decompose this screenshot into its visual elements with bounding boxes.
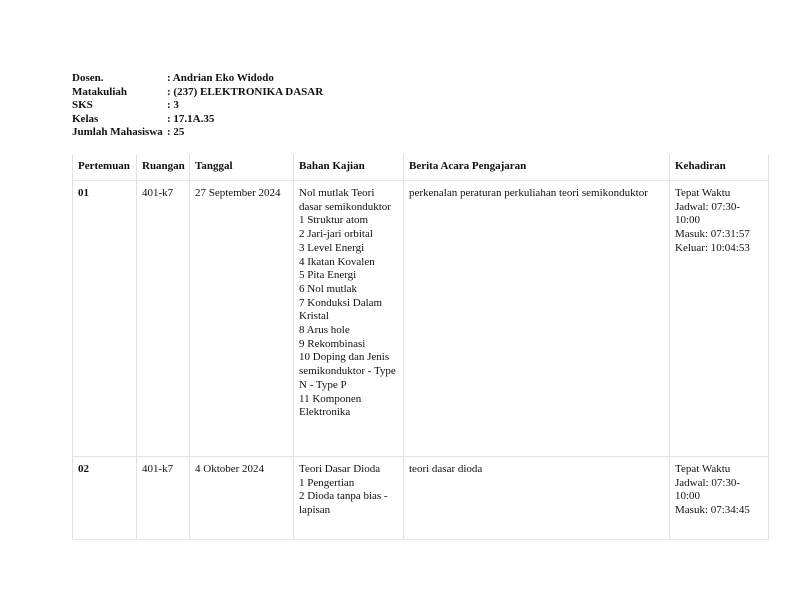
topic-line: 6 Nol mutlak xyxy=(299,282,358,295)
topic-line: 11 Komponen Elektronika xyxy=(299,392,362,419)
topic-line: 9 Rekombinasi xyxy=(299,337,366,350)
column-header-bahan-kajian: Bahan Kajian xyxy=(294,154,404,181)
column-header-berita-acara: Berita Acara Pengajaran xyxy=(404,154,670,181)
class-row xyxy=(72,113,323,127)
attendance-check-in: Masuk: 07:34:45 xyxy=(675,504,750,517)
topic-line: 2 Jari-jari orbital xyxy=(299,228,373,241)
column-header-kehadiran: Kehadiran xyxy=(670,154,769,181)
meeting-number: 02 xyxy=(73,457,137,540)
column-header-tanggal: Tanggal xyxy=(190,154,294,181)
course-info-header xyxy=(72,72,323,140)
date-cell: 4 Oktober 2024 xyxy=(190,457,294,540)
topic-line: 10 Doping dan Jenis semikonduktor - Type N - Type P xyxy=(299,351,396,391)
topic-line: 4 Ikatan Kovalen xyxy=(299,255,375,268)
topic-line: 3 Level Energi xyxy=(299,241,365,254)
meeting-number: 01 xyxy=(73,181,137,457)
lecturer-row xyxy=(72,72,323,86)
topic-line: Nol mutlak Teori dasar semikonduktor 1 Struktur atom xyxy=(299,187,391,227)
lecturer-value: : Andrian Eko Widodo xyxy=(167,72,274,84)
topic-cell xyxy=(294,457,404,540)
topic-cell xyxy=(294,181,404,457)
attendance-cell xyxy=(670,457,769,540)
column-header-pertemuan: Pertemuan xyxy=(73,154,137,181)
credits-label: SKS xyxy=(72,99,93,112)
topic-line: Teori Dasar Dioda xyxy=(299,463,381,475)
column-header-ruangan: Ruangan xyxy=(137,154,190,181)
attendance-status: Tepat Waktu xyxy=(675,463,731,475)
topic-line: 7 Konduksi Dalam Kristal xyxy=(299,296,383,323)
room-cell: 401-k7 xyxy=(137,181,190,457)
student-count-label: Jumlah Mahasiswa xyxy=(72,126,163,139)
topic-line: 5 Pita Energi xyxy=(299,269,357,282)
course-row xyxy=(72,86,323,100)
table-row xyxy=(73,181,769,457)
table-header-row xyxy=(73,154,769,181)
attendance-cell xyxy=(670,181,769,457)
attendance-schedule: Jadwal: 07:30-10:00 xyxy=(675,476,741,503)
attendance-check-in: Masuk: 07:31:57 xyxy=(675,228,750,241)
room-cell: 401-k7 xyxy=(137,457,190,540)
table-row xyxy=(73,457,769,540)
class-label: Kelas xyxy=(72,112,99,125)
topic-line: 1 Pengertian xyxy=(299,476,355,489)
credits-value: : 3 xyxy=(167,99,179,112)
date-cell: 27 September 2024 xyxy=(190,181,294,457)
attendance-schedule: Jadwal: 07:30-10:00 xyxy=(675,200,741,227)
credits-row xyxy=(72,99,323,113)
meeting-log-table xyxy=(72,154,769,540)
topic-line: 2 Dioda tanpa bias - lapisan xyxy=(299,490,388,517)
student-count-value: : 25 xyxy=(167,126,185,139)
course-label: Matakuliah xyxy=(72,85,128,98)
lecturer-label: Dosen. xyxy=(72,72,104,84)
student-count-row xyxy=(72,126,323,140)
teaching-report-cell: perkenalan peraturan perkuliahan teori semikonduktor xyxy=(404,181,670,457)
course-value: : (237) ELEKTRONIKA DASAR xyxy=(167,85,324,98)
attendance-status: Tepat Waktu xyxy=(675,187,731,199)
teaching-report-cell: teori dasar dioda xyxy=(404,457,670,540)
class-value: : 17.1A.35 xyxy=(167,112,215,125)
attendance-check-out: Keluar: 10:04:53 xyxy=(675,241,750,254)
topic-line: 8 Arus hole xyxy=(299,324,350,337)
